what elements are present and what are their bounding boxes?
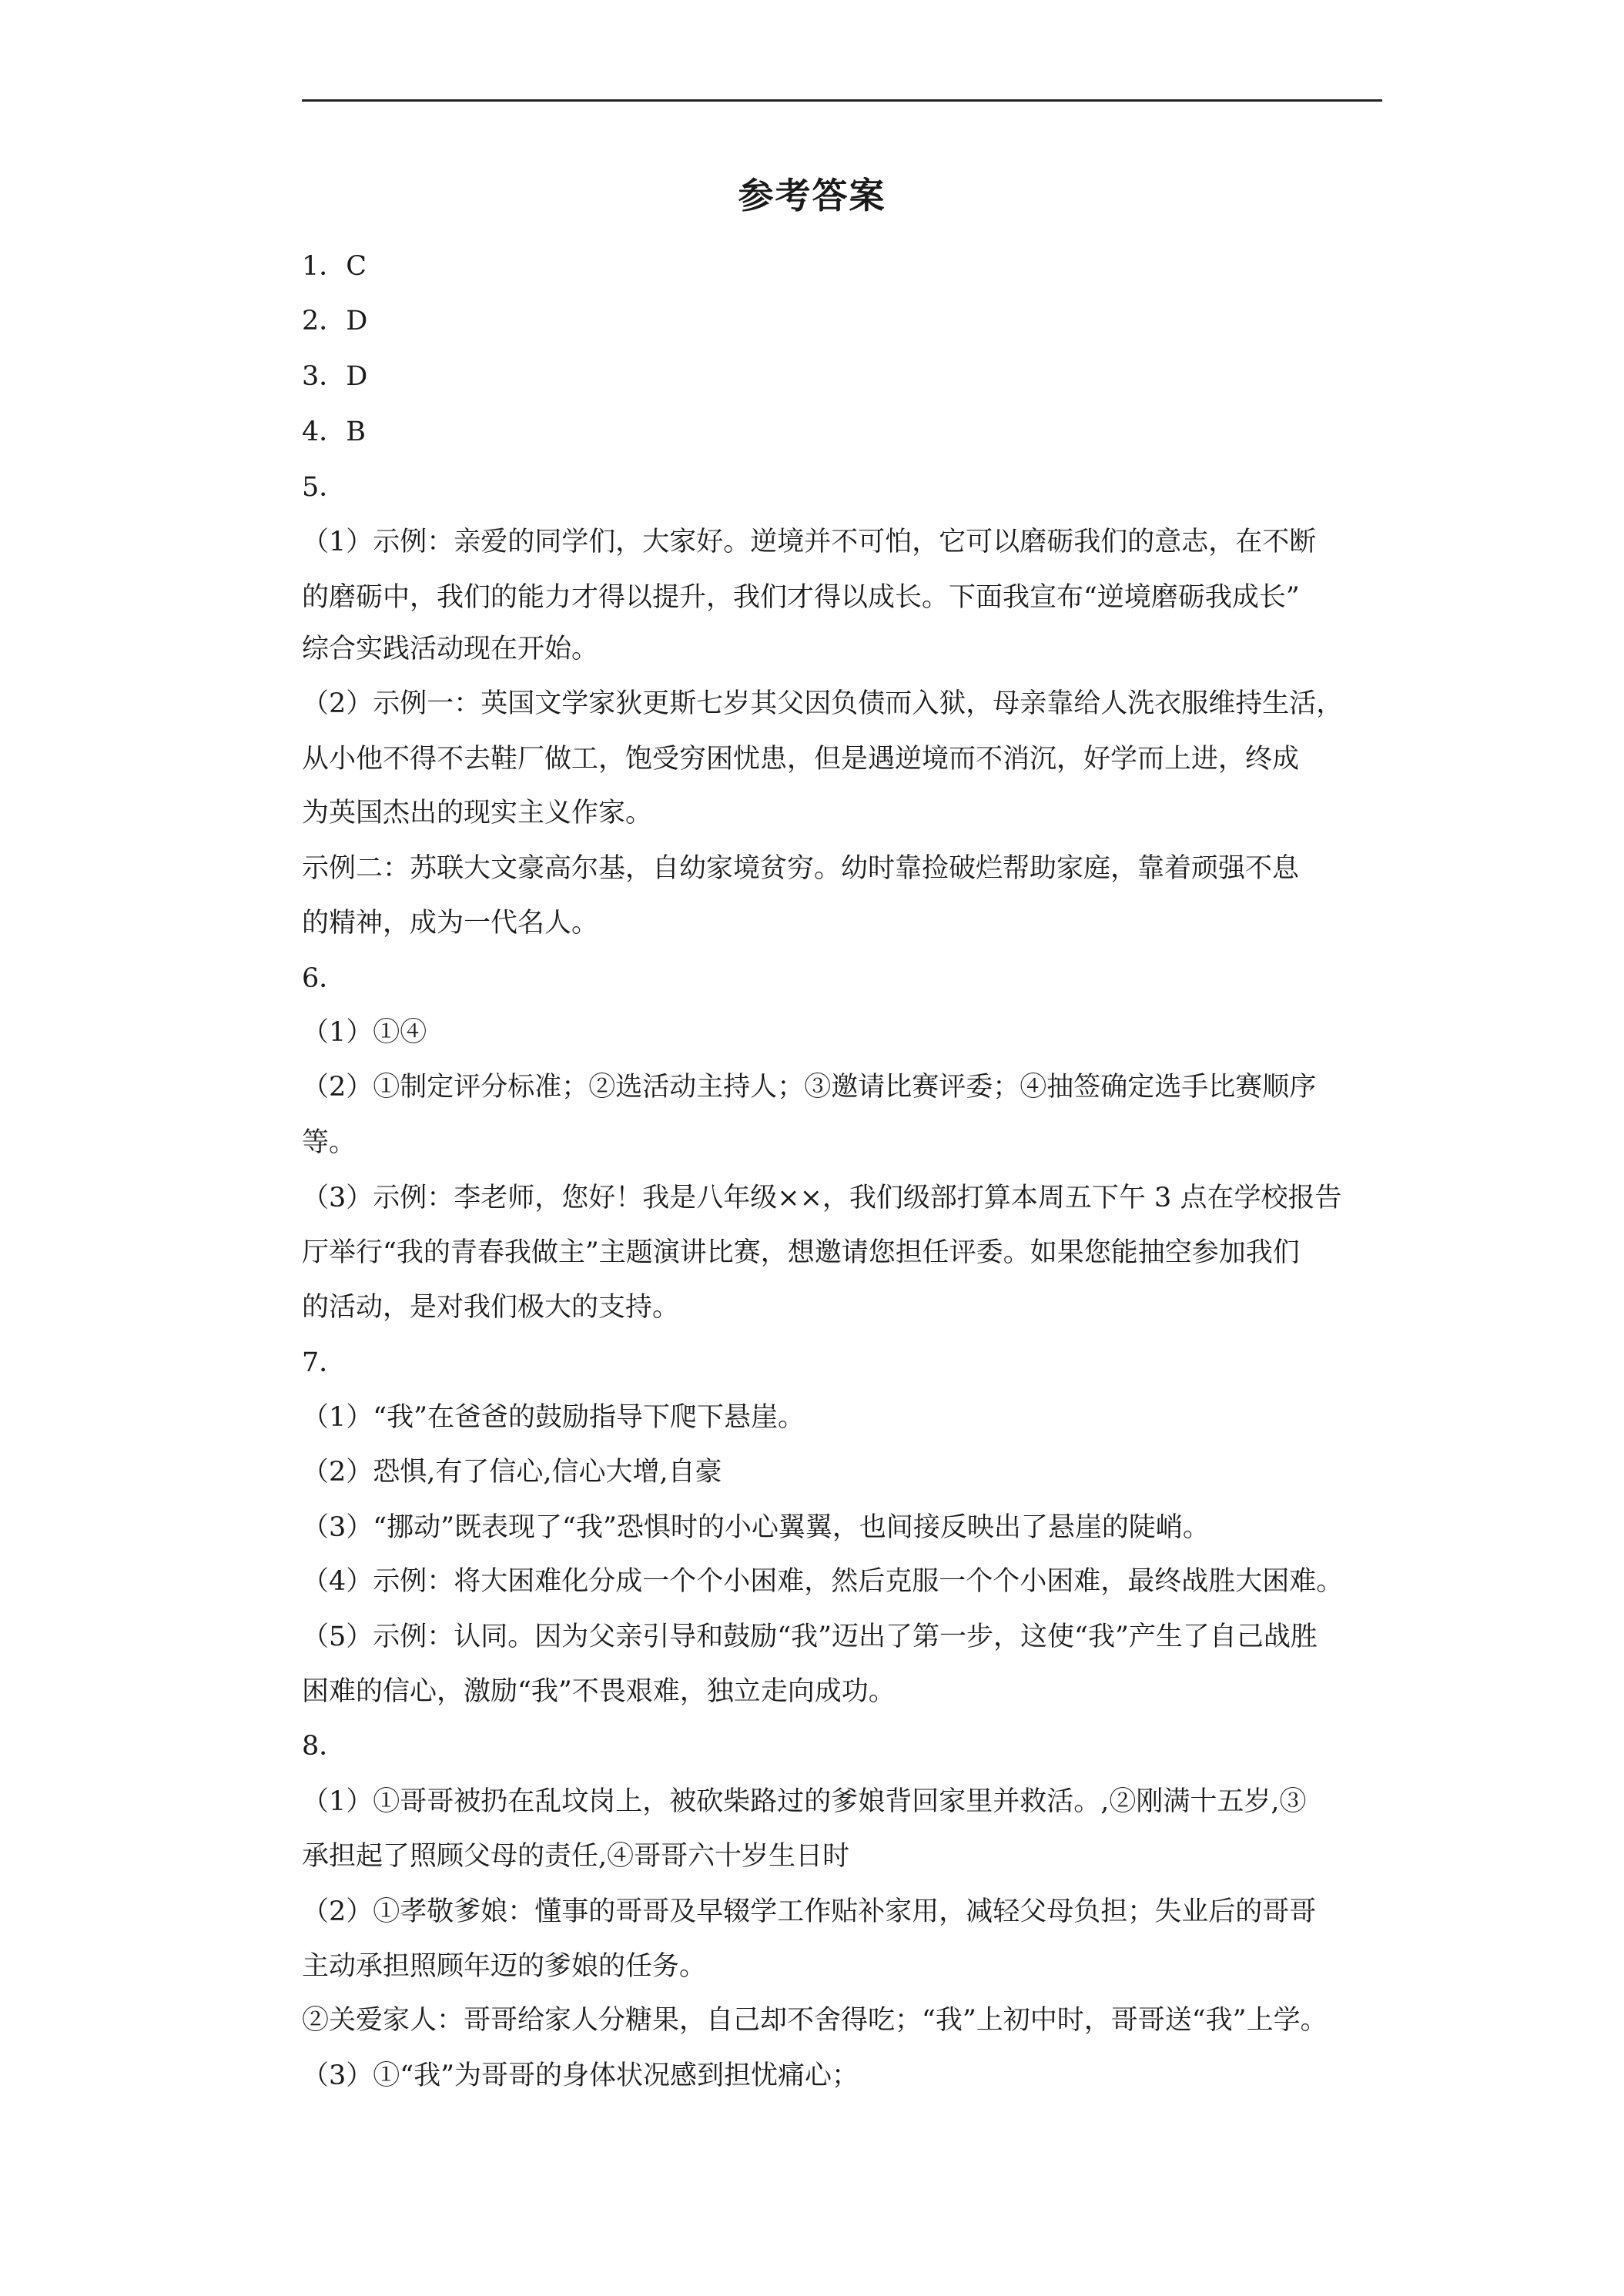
answer-line: 的精神，成为一代名人。 [302,908,599,939]
answer-line: 1．C [302,251,367,282]
answer-line: （2）恐惧,有了信心,信心大增,自豪 [302,1457,722,1488]
answer-line: （3）示例：李老师，您好！我是八年级××，我们级部打算本周五下午 3 点在学校报告 [302,1183,1342,1213]
answer-line: （5）示例：认同。因为父亲引导和鼓励“我”迈出了第一步，这使“我”产生了自己战胜 [302,1622,1318,1652]
answer-line: 等。 [302,1127,357,1158]
answer-line: （1）①④ [302,1017,427,1048]
answer-line: 的磨砺中，我们的能力才得以提升，我们才得以成长。下面我宣布“逆境磨砺我成长” [302,582,1300,613]
answer-line: （1）示例：亲爱的同学们，大家好。逆境并不可怕，它可以磨砺我们的意志，在不断 [302,527,1317,557]
answer-line: 3．D [302,361,368,392]
page-title: 参考答案 [738,175,886,216]
answer-line: 5． [302,472,347,503]
answer-line: （3）①“我”为哥哥的身体状况感到担忧痛心； [302,2060,859,2091]
answer-line: （3）“挪动”既表现了“我”恐惧时的小心翼翼，也间接反映出了悬崖的陡峭。 [302,1512,1210,1543]
answer-line: （2）示例一：英国文学家狄更斯七岁其父因负债而入狱，母亲靠给人洗衣服维持生活， [302,688,1344,719]
answer-line: 综合实践活动现在开始。 [302,634,599,664]
answer-line: ②关爱家人：哥哥给家人分糖果，自己却不舍得吃；“我”上初中时，哥哥送“我”上学。 [302,2005,1328,2036]
answer-line: 困难的信心，激励“我”不畏艰难，独立走向成功。 [302,1676,896,1707]
answer-line: （2）①孝敬爹娘：懂事的哥哥及早辍学工作贴补家用，减轻父母负担；失业后的哥哥 [302,1896,1317,1927]
answer-line: 承担起了照顾父母的责任,④哥哥六十岁生日时 [302,1841,850,1872]
answer-line: 的活动，是对我们极大的支持。 [302,1292,680,1323]
answer-line: 6． [302,963,347,994]
answer-line: 4．B [302,417,366,447]
answer-line: 2．D [302,306,368,336]
answer-line: （1）①哥哥被扔在乱坟岗上，被砍柴路过的爹娘背回家里并救活。,②刚满十五岁,③ [302,1786,1307,1817]
answer-line: 厅举行“我的青春我做主”主题演讲比赛，想邀请您担任评委。如果您能抽空参加我们 [302,1237,1300,1268]
answer-line: 示例二：苏联大文豪高尔基，自幼家境贫穷。幼时靠捡破烂帮助家庭，靠着顽强不息 [302,853,1300,884]
answer-line: 7． [302,1347,347,1378]
answer-line: 从小他不得不去鞋厂做工，饱受穷困忧患，但是遇逆境而不消沉，好学而上进，终成 [302,744,1300,775]
answer-line: （4）示例：将大困难化分成一个个小困难，然后克服一个个小困难，最终战胜大困难。 [302,1566,1344,1597]
answer-line: 主动承担照顾年迈的爹娘的任务。 [302,1951,707,1982]
answer-line: （1）“我”在爸爸的鼓励指导下爬下悬崖。 [302,1402,805,1433]
header-rule [302,99,1382,102]
answer-line: 8． [302,1731,347,1762]
answer-line: （2）①制定评分标准；②选活动主持人；③邀请比赛评委；④抽签确定选手比赛顺序 [302,1072,1317,1103]
answer-line: 为英国杰出的现实主义作家。 [302,798,653,828]
